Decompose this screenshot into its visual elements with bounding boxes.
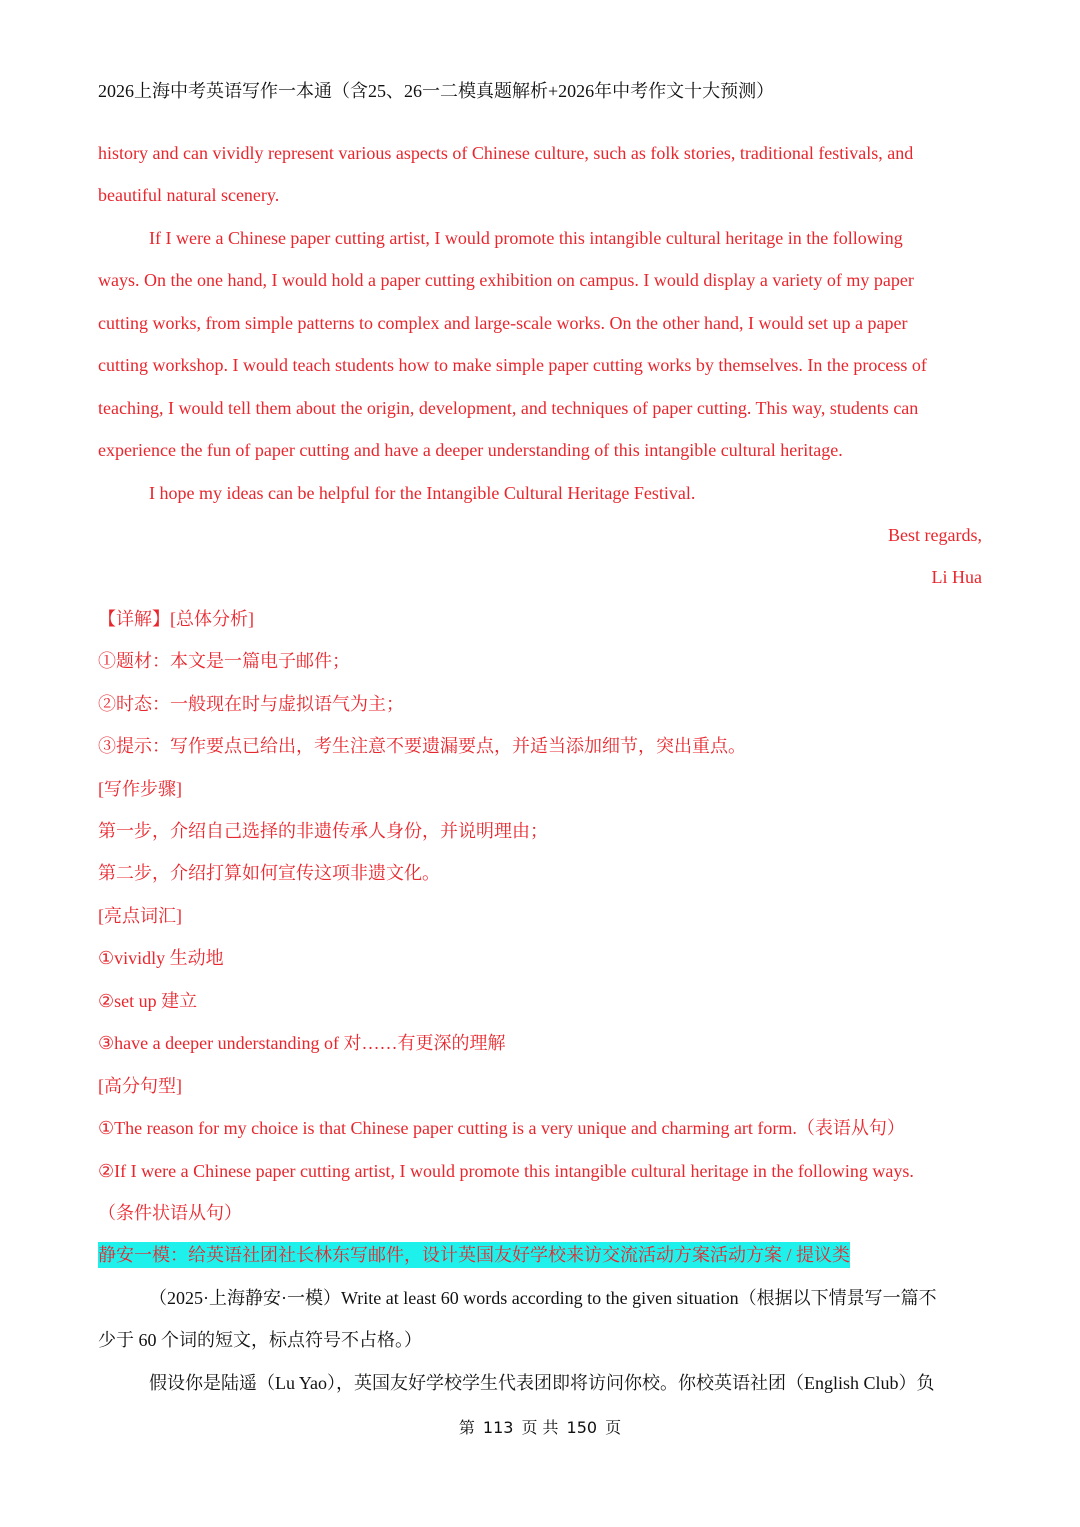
essay-line: history and can vividly represent various aspects of Chinese culture, such as folk stories, traditional festivals, and (98, 143, 914, 163)
footer-suffix: 页 (605, 1418, 622, 1437)
steps-heading: [写作步骤] (98, 779, 182, 799)
sentence-item: ②If I were a Chinese paper cutting artist, I would promote this intangible cultural heritage in the following ways. (98, 1161, 914, 1181)
footer-mid: 页 共 (521, 1418, 559, 1437)
essay-line: beautiful natural scenery. (98, 185, 280, 205)
sentence-item: （条件状语从句） (98, 1203, 242, 1223)
sentences-heading: [高分句型] (98, 1076, 182, 1096)
essay-line: ways. On the one hand, I would hold a paper cutting exhibition on campus. I would display a variety of my paper (98, 270, 914, 290)
footer-prefix: 第 (458, 1418, 475, 1437)
page-footer (0, 1416, 1080, 1440)
essay-closing: Best regards, (888, 525, 982, 545)
analysis-point: ②时态：一般现在时与虚拟语气为主； (98, 694, 404, 714)
page-number: 113 (482, 1418, 514, 1437)
step-item: 第一步，介绍自己选择的非遗传承人身份，并说明理由； (98, 821, 548, 841)
essay-line: I hope my ideas can be helpful for the Intangible Cultural Heritage Festival. (149, 483, 696, 503)
task-prompt-line: （2025·上海静安·一模）Write at least 60 words according to the given situation（根据以下情景写一篇不 (149, 1288, 937, 1308)
analysis-point: ①题材：本文是一篇电子邮件； (98, 651, 350, 671)
essay-line: If I were a Chinese paper cutting artist, I would promote this intangible cultural heritage in the following (149, 228, 903, 248)
essay-line: cutting works, from simple patterns to complex and large-scale works. On the other hand, I would set up a paper (98, 313, 908, 333)
essay-signature: Li Hua (931, 567, 982, 587)
sentence-item: ①The reason for my choice is that Chinese paper cutting is a very unique and charming art form.（表语从句） (98, 1118, 905, 1138)
analysis-heading: 【详解】[总体分析] (98, 609, 254, 629)
essay-line: teaching, I would tell them about the origin, development, and techniques of paper cutting. This way, students can (98, 398, 919, 418)
step-item: 第二步，介绍打算如何宣传这项非遗文化。 (98, 863, 440, 883)
vocab-item: ①vividly 生动地 (98, 948, 224, 968)
page-header: 2026上海中考英语写作一本通（含25、26一二模真题解析+2026年中考作文十大预测） (98, 81, 775, 101)
vocab-heading: [亮点词汇] (98, 906, 182, 926)
vocab-item: ③have a deeper understanding of 对……有更深的理解 (98, 1033, 506, 1053)
analysis-point: ③提示：写作要点已给出，考生注意不要遗漏要点，并适当添加细节，突出重点。 (98, 736, 746, 756)
task-prompt-line: 假设你是陆遥（Lu Yao），英国友好学校学生代表团即将访问你校。你校英语社团（English Club）负 (149, 1373, 935, 1393)
essay-line: cutting workshop. I would teach students how to make simple paper cutting works by themselves. In the process of (98, 355, 927, 375)
task-prompt-line: 少于 60 个词的短文，标点符号不占格。） (98, 1330, 422, 1350)
next-task-title: 静安一模：给英语社团社长林东写邮件，设计英国友好学校来访交流活动方案活动方案 / 提议类 (98, 1242, 850, 1268)
vocab-item: ②set up 建立 (98, 991, 198, 1011)
essay-line: experience the fun of paper cutting and have a deeper understanding of this intangible cultural heritage. (98, 440, 843, 460)
total-pages: 150 (566, 1418, 598, 1437)
